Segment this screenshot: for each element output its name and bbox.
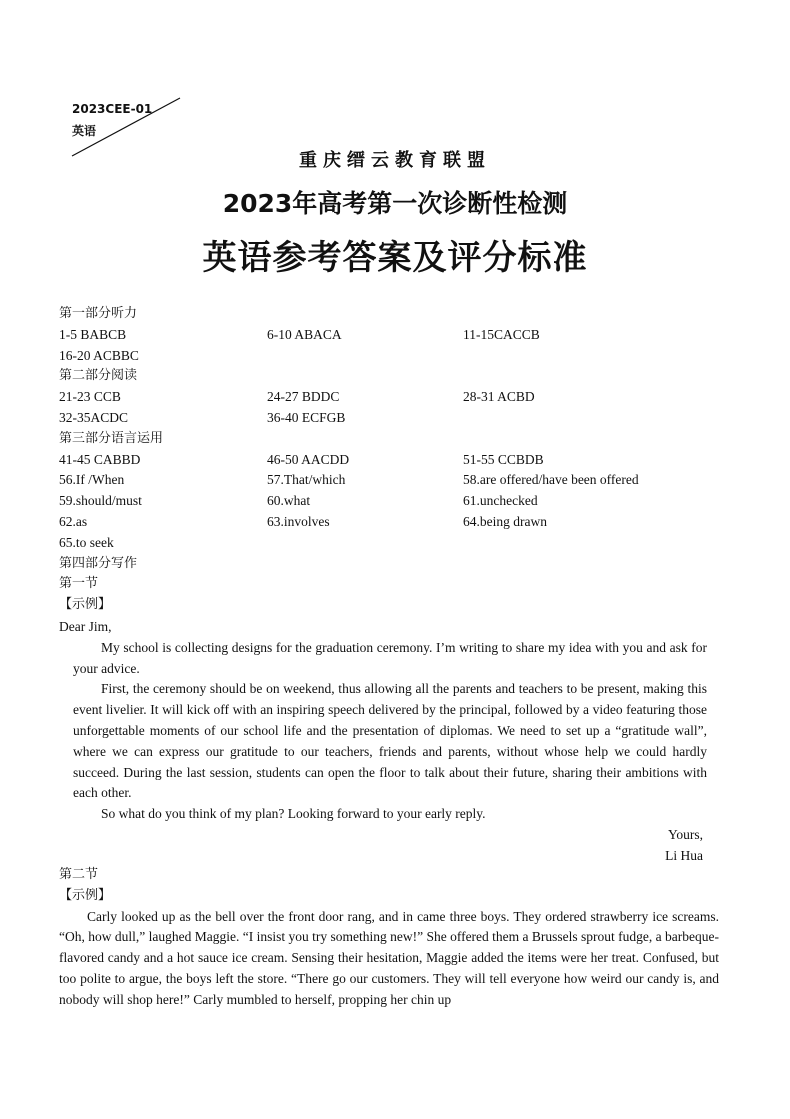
answer-row (59, 346, 739, 367)
answer-row (59, 491, 739, 512)
section-heading-listening: 第一部分听力 (59, 306, 138, 321)
org-title: 重庆缙云教育联盟 (299, 150, 491, 171)
answer-cell: 16-20 ACBBC (59, 347, 139, 363)
section-heading-language-use: 第三部分语言运用 (59, 430, 164, 446)
answer-cell: 64.being drawn (463, 513, 547, 529)
answer-row (59, 512, 739, 533)
document-code: 2023CEE-01 (72, 102, 153, 116)
example-label: 【示例】 (59, 597, 112, 613)
letter-greeting: Dear Jim, (59, 619, 112, 634)
header-code-box (72, 98, 152, 142)
answer-cell: 6-10 ABACA (267, 326, 342, 342)
answer-cell: 28-31 ACBD (463, 389, 535, 405)
answer-cell: 60.what (267, 493, 311, 509)
answer-row (59, 533, 739, 554)
document-subject: 英语 (72, 124, 97, 138)
answer-key (59, 304, 739, 616)
section-heading-reading: 第二部分阅读 (59, 368, 138, 384)
letter-paragraph-2: First, the ceremony should be on weekend, thus allowing all the parents and teachers to be present, making this event livelier. It will kick off with an inspiring speech delivered by the principal, followed by a video featuring those unforgettable moments of our school life and the presentation of diplomas. We need to set up a “gratitude wall”, where we can express our gratitude to our teachers, friends and parents, without whose help we could hardly succeed. During the last session, students can open the floor to talk about their future, sharing their ambitions with each other. (73, 681, 707, 801)
letter-closing: Yours, (667, 826, 703, 842)
subsection-heading-2: 第二节 (59, 867, 99, 882)
answer-cell: 62.as (59, 513, 88, 529)
answer-row (59, 450, 739, 471)
answer-row (59, 470, 739, 491)
letter-signature: Li Hua (665, 847, 703, 863)
answer-cell: 1-5 BABCB (59, 326, 127, 342)
letter-paragraph-3: So what do you think of my plan? Looking forward to your early reply. (101, 806, 486, 822)
answer-cell: 61.unchecked (463, 493, 538, 509)
example-label-2: 【示例】 (59, 887, 112, 903)
answer-row (59, 387, 739, 408)
section-heading-writing: 第四部分写作 (59, 555, 138, 571)
exam-title: 2023年高考第一次诊断性检测 (222, 189, 568, 218)
answer-cell: 63.involves (267, 513, 330, 529)
answer-row (59, 325, 739, 346)
answer-cell: 57.That/which (267, 472, 346, 488)
answer-row (59, 408, 739, 429)
answer-cell: 65.to seek (59, 534, 114, 550)
answer-cell: 59.should/must (59, 493, 142, 509)
answer-cell: 56.If /When (59, 472, 125, 488)
writing-section-2 (59, 865, 719, 1011)
story-paragraph: Carly looked up as the bell over the front door rang, and in came three boys. They ordered strawberry ice screams. “Oh, how dull,” laughed Maggie. “I insist you try something new!” She offered them a Brussels sprout fudge, a barbeque-flavored candy and a hot sauce ice cream. Sensing their hesitation, Maggie added the items were her treat. Confused, but too polite to argue, the boys left the store. “There go our customers. They will tell everyone how weird our candy is, and nobody will shop here!” Carly mumbled to herself, propping her chin up (59, 908, 719, 1007)
subsection-heading-1: 第一节 (59, 576, 99, 592)
answer-cell: 32-35ACDC (59, 409, 129, 425)
answer-cell: 58.are offered/have been offered (463, 472, 639, 488)
answer-cell: 46-50 AACDD (267, 451, 350, 467)
answer-cell: 11-15CACCB (463, 326, 540, 342)
answer-cell: 51-55 CCBDB (463, 451, 544, 467)
sample-letter (59, 617, 707, 867)
page-title: 英语参考答案及评分标准 (202, 238, 588, 278)
letter-paragraph-1: My school is collecting designs for the graduation ceremony. I’m writing to share my idea with you and ask for your advice. (73, 639, 707, 676)
answer-cell: 41-45 CABBD (59, 451, 141, 467)
answer-cell: 36-40 ECFGB (267, 409, 346, 425)
answer-cell: 21-23 CCB (59, 389, 121, 405)
answer-cell: 24-27 BDDC (267, 389, 340, 405)
